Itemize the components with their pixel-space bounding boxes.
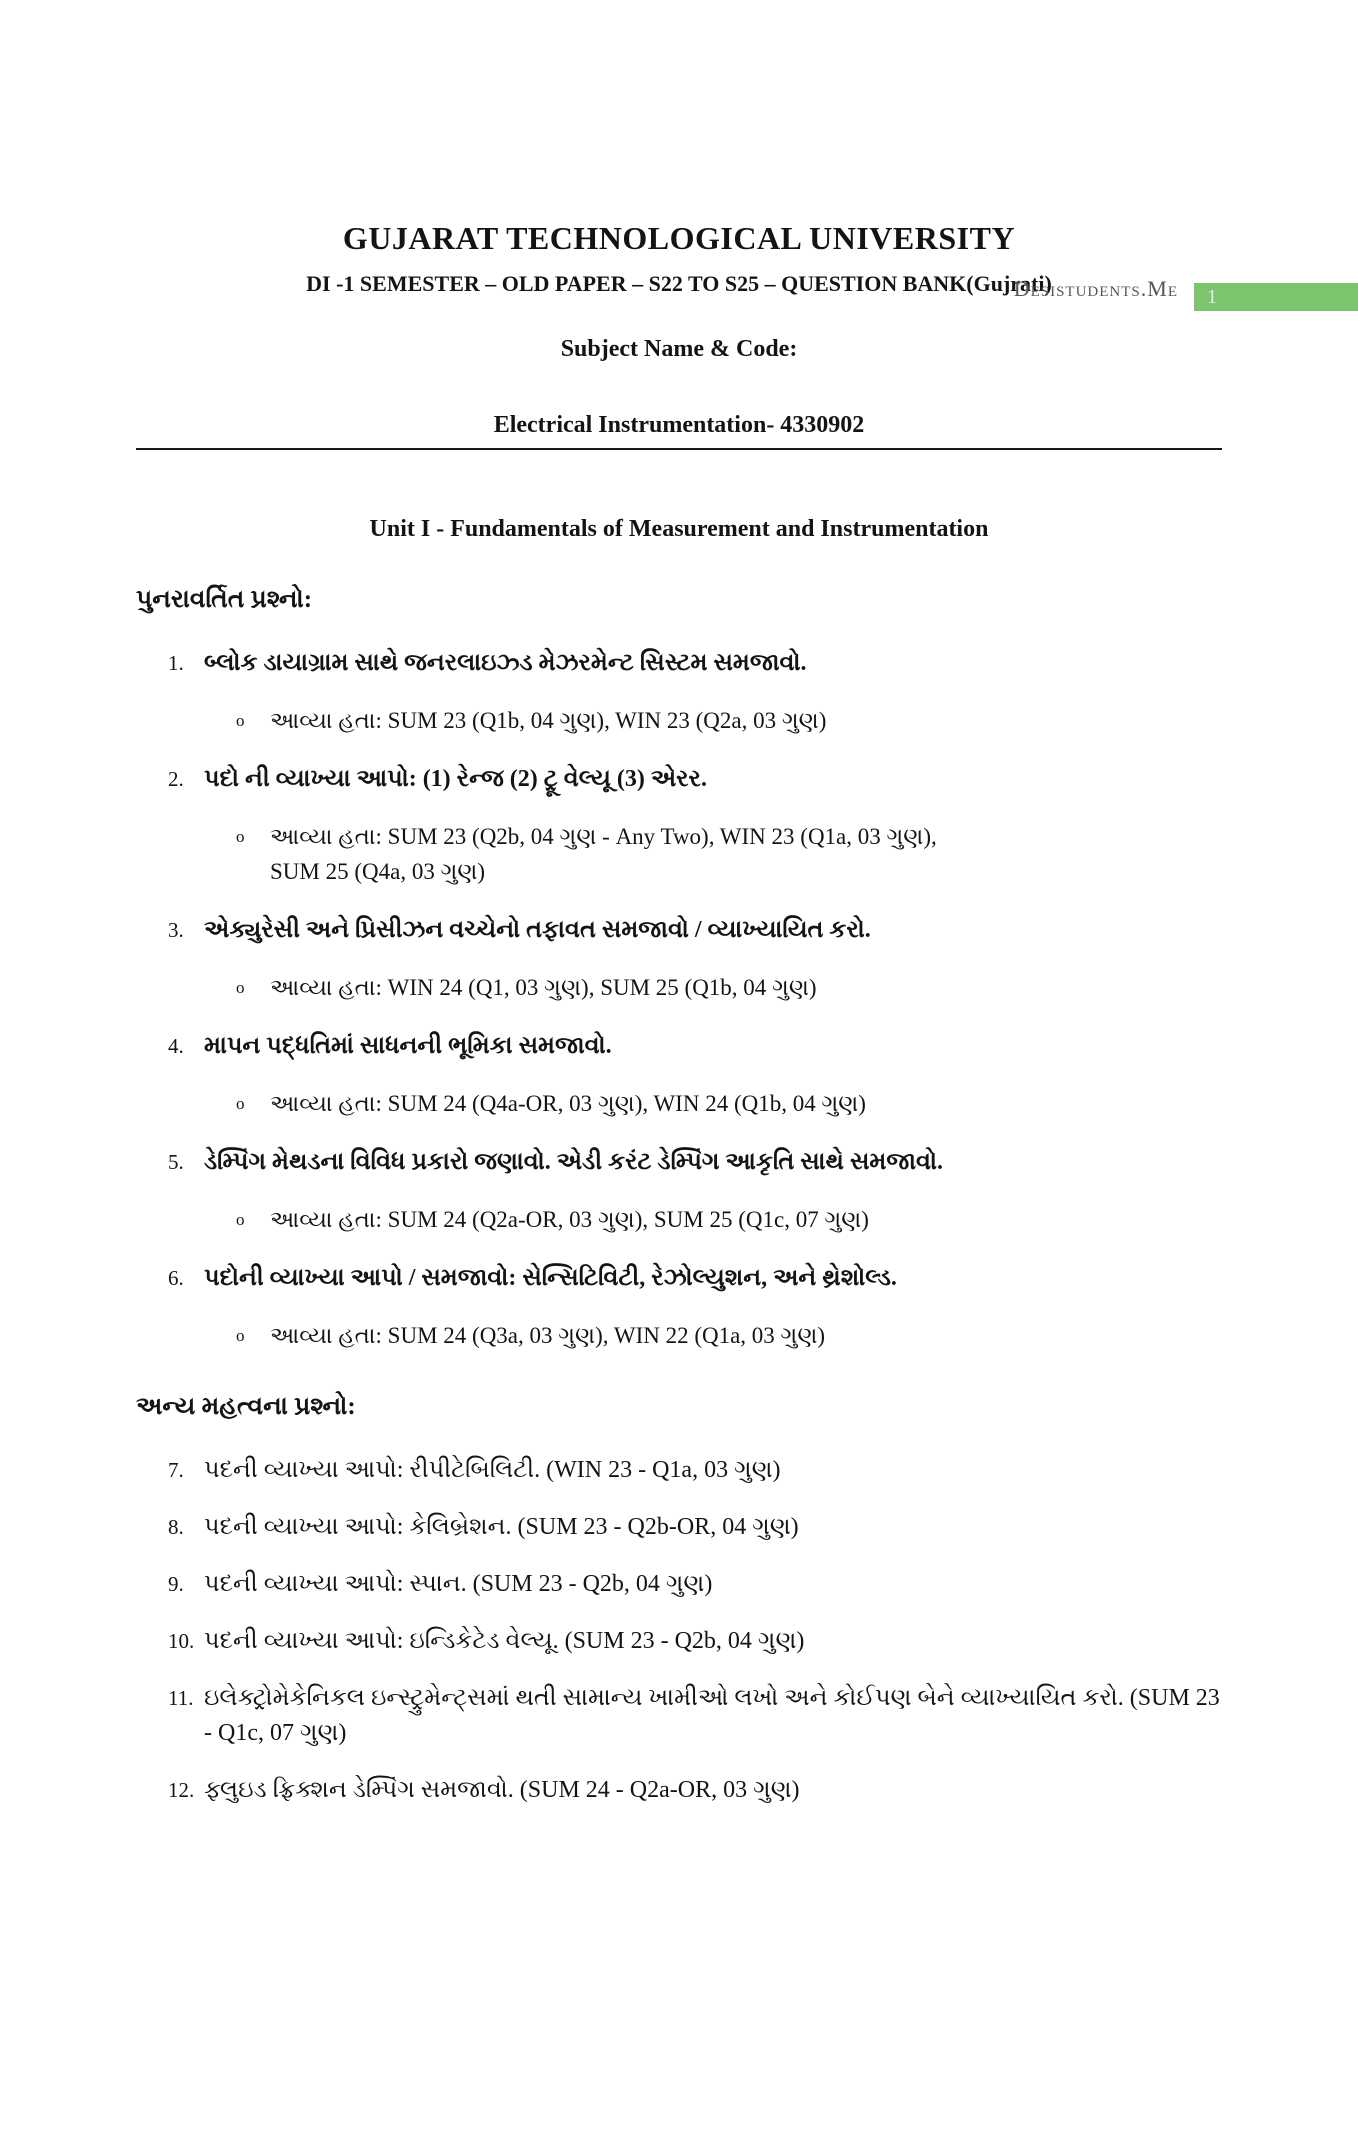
question-item bbox=[168, 1145, 1222, 1180]
appearance-text: આવ્યા હતા: SUM 24 (Q4a-OR, 03 ગુણ), WIN 24 (Q1b, 04 ગુણ) bbox=[270, 1091, 866, 1116]
question-text: ઇલેક્ટ્રોમેકેનિકલ ઇન્સ્ટ્રુમેન્ટ્સમાં થતી સામાન્ય ખામીઓ લખો અને કોઈપણ બેને વ્યાખ્યાયિત કરો. (SUM 23 - Q1c, 07 ગુણ) bbox=[204, 1685, 1220, 1746]
circle-bullet-icon: o bbox=[236, 1326, 245, 1345]
question-number: 1. bbox=[168, 651, 184, 675]
question-number: 11. bbox=[168, 1686, 194, 1710]
appearance-text: આવ્યા હતા: SUM 24 (Q3a, 03 ગુણ), WIN 22 (Q1a, 03 ગુણ) bbox=[270, 1323, 826, 1348]
question-number: 6. bbox=[168, 1266, 184, 1290]
subject-label: Subject Name & Code: bbox=[560, 336, 798, 362]
question-number: 8. bbox=[168, 1515, 184, 1539]
appearance-note bbox=[168, 1318, 1222, 1353]
question-item bbox=[168, 646, 1222, 681]
question-number: 10. bbox=[168, 1629, 195, 1653]
question-list bbox=[136, 1453, 1222, 1808]
circle-bullet-icon: o bbox=[236, 978, 245, 997]
question-text: ફ્લુઇડ ફ્રિક્શન ડેમ્પિંગ સમજાવો. (SUM 24 - Q2a-OR, 03 ગુણ) bbox=[204, 1777, 800, 1803]
appearance-note bbox=[168, 703, 1222, 738]
question-text: પદની વ્યાખ્યા આપો: કેલિબ્રેશન. (SUM 23 - Q2b-OR, 04 ગુણ) bbox=[204, 1514, 799, 1540]
university-title: GUJARAT TECHNOLOGICAL UNIVERSITY bbox=[342, 220, 1016, 256]
question-item bbox=[168, 1681, 1222, 1751]
section-other-important-questions bbox=[136, 1389, 1222, 1808]
question-item bbox=[168, 1029, 1222, 1064]
question-text: માપન પદ્ધતિમાં સાધનની ભૂમિકા સમજાવો. bbox=[204, 1033, 612, 1059]
paper-subtitle: DI -1 SEMESTER – OLD PAPER – S22 TO S25 – QUESTION BANK(Gujrati) bbox=[306, 271, 1052, 296]
appearance-text: આવ્યા હતા: SUM 23 (Q1b, 04 ગુણ), WIN 23 (Q2a, 03 ગુણ) bbox=[270, 708, 827, 733]
question-number: 5. bbox=[168, 1150, 184, 1174]
question-number: 12. bbox=[168, 1778, 195, 1802]
page-header bbox=[0, 270, 1358, 314]
appearance-note bbox=[168, 1086, 1222, 1121]
question-number: 2. bbox=[168, 767, 184, 791]
question-item bbox=[168, 1567, 1222, 1602]
question-text: પદોની વ્યાખ્યા આપો / સમજાવો: સેન્સિટિવિટી, રેઝોલ્યુશન, અને થ્રેશોલ્ડ. bbox=[204, 1265, 897, 1291]
question-text: પદો ની વ્યાખ્યા આપો: (1) રેન્જ (2) ટ્રૂ વેલ્યૂ (3) એરર. bbox=[204, 766, 707, 792]
page-number-badge: 1 bbox=[1194, 283, 1358, 311]
question-item bbox=[168, 1510, 1222, 1545]
question-number: 3. bbox=[168, 918, 184, 942]
question-text: ડેમ્પિંગ મેથડના વિવિધ પ્રકારો જણાવો. એડી કરંટ ડેમ્પિંગ આકૃતિ સાથે સમજાવો. bbox=[204, 1149, 943, 1175]
question-text: બ્લોક ડાયાગ્રામ સાથે જનરલાઇઝ્ડ મેઝરમેન્ટ સિસ્ટમ સમજાવો. bbox=[204, 650, 807, 676]
question-item bbox=[168, 1773, 1222, 1808]
question-item bbox=[168, 762, 1222, 797]
question-number: 4. bbox=[168, 1034, 184, 1058]
question-item bbox=[168, 1624, 1222, 1659]
question-number: 7. bbox=[168, 1458, 184, 1482]
circle-bullet-icon: o bbox=[236, 711, 245, 730]
appearance-note bbox=[168, 819, 1222, 889]
document-body bbox=[0, 220, 1358, 1808]
question-item bbox=[168, 1261, 1222, 1296]
section-heading: અન્ય મહત્વના પ્રશ્નો: bbox=[136, 1393, 356, 1420]
question-list bbox=[136, 646, 1222, 1353]
appearance-note bbox=[168, 1202, 1222, 1237]
question-item bbox=[168, 913, 1222, 948]
subject-rule bbox=[136, 409, 1222, 450]
appearance-text: આવ્યા હતા: SUM 24 (Q2a-OR, 03 ગુણ), SUM 25 (Q1c, 07 ગુણ) bbox=[270, 1207, 869, 1232]
question-number: 9. bbox=[168, 1572, 184, 1596]
section-heading: પુનરાવર્તિત પ્રશ્નો: bbox=[136, 586, 313, 613]
circle-bullet-icon: o bbox=[236, 1094, 245, 1113]
unit-title: Unit I - Fundamentals of Measurement and Instrumentation bbox=[369, 516, 989, 542]
question-text: પદની વ્યાખ્યા આપો: સ્પાન. (SUM 23 - Q2b, 04 ગુણ) bbox=[204, 1571, 713, 1597]
question-text: પદની વ્યાખ્યા આપો: ઇન્ડિકેટેડ વેલ્યૂ. (SUM 23 - Q2b, 04 ગુણ) bbox=[204, 1628, 805, 1654]
question-text: એક્યુરેસી અને પ્રિસીઝન વચ્ચેનો તફાવત સમજાવો / વ્યાખ્યાયિત કરો. bbox=[204, 917, 871, 943]
circle-bullet-icon: o bbox=[236, 1210, 245, 1229]
subject-name-code: Electrical Instrumentation- 4330902 bbox=[493, 412, 865, 438]
circle-bullet-icon: o bbox=[236, 827, 245, 846]
appearance-text: આવ્યા હતા: WIN 24 (Q1, 03 ગુણ), SUM 25 (Q1b, 04 ગુણ) bbox=[270, 975, 817, 1000]
appearance-text: આવ્યા હતા: SUM 23 (Q2b, 04 ગુણ - Any Two), WIN 23 (Q1a, 03 ગુણ), SUM 25 (Q4a, 03 ગુણ) bbox=[270, 824, 937, 884]
question-text: પદની વ્યાખ્યા આપો: રીપીટેબિલિટી. (WIN 23 - Q1a, 03 ગુણ) bbox=[204, 1457, 781, 1483]
appearance-note bbox=[168, 970, 1222, 1005]
question-item bbox=[168, 1453, 1222, 1488]
section-repeated-questions bbox=[136, 582, 1222, 1353]
site-name: Desistudents.Me bbox=[1013, 276, 1178, 301]
